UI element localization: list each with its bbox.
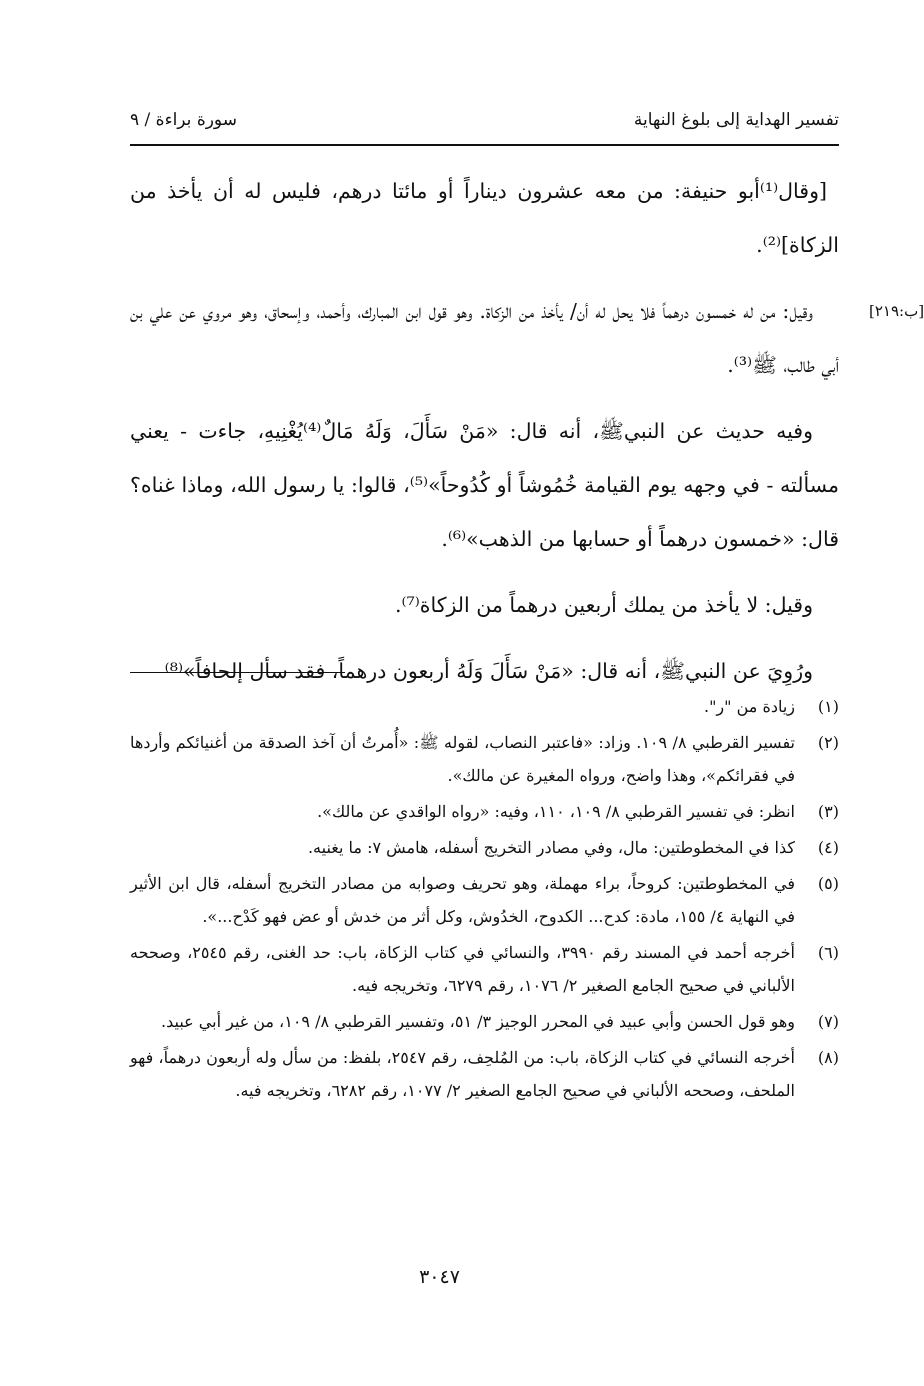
- page-number: ٣٠٤٧: [419, 1266, 460, 1288]
- footnote-number: (٨): [817, 1048, 839, 1067]
- footnote-text: في المخطوطتين: كروحاً، براء مهملة، وهو تحريف وصوابه من مصادر التخريج أسفله، قال ابن الأثير في النهاية ٤/ ١٥٥، مادة: كدح... الكدوح، الخدُوش، وكل أثر من خدش أو عض فهو كَدْح...».: [130, 874, 795, 926]
- footnote-number: (٥): [817, 874, 839, 893]
- footnote-number: (٢): [817, 733, 839, 752]
- surah-label: سورة براءة / ٩: [130, 110, 237, 130]
- footnote-8: [130, 1041, 839, 1107]
- footnote-text: زيادة من "ر".: [703, 697, 795, 716]
- footnote-number: (٤): [817, 838, 839, 857]
- footnote-3: [130, 795, 839, 828]
- footnote-number: (٣): [817, 802, 839, 821]
- footnote-2: [130, 726, 839, 792]
- footnote-text: وهو قول الحسن وأبي عبيد في المحرر الوجيز ٣/ ٥١، وتفسير القرطبي ٨/ ١٠٩، من غير أبي عبيد.: [161, 1012, 795, 1031]
- paragraph-3: وفيه حديث عن النبيﷺ، أنه قال: «مَنْ سَأَلَ، وَلَهُ مَالٌ⁽⁴⁾يُغْنِيهِ، جاءت - يعني مسألته - في وجهه يوم القيامة خُمُوشاً أو كُدُوحاً»⁽⁵⁾، قالوا: يا رسول الله، وماذا غناه؟ قال: «خمسون درهماً أو حسابها من الذهب»⁽⁶⁾.: [130, 419, 839, 551]
- margin-reference: [ب:٢١٩]: [869, 302, 924, 320]
- footnote-number: (١): [817, 697, 839, 716]
- paragraph-1: [وقال⁽¹⁾أبو حنيفة: من معه عشرون ديناراً أو مائتا درهم، فليس له أن يأخذ من الزكاة]⁽²⁾.: [130, 179, 839, 257]
- main-text: [130, 164, 924, 710]
- footnote-text: كذا في المخطوطتين: مال، وفي مصادر التخريج أسفله، هامش ٧: ما يغنيه.: [307, 838, 795, 857]
- footnote-6: [130, 936, 839, 1002]
- footnote-number: (٦): [817, 943, 839, 962]
- footnote-separator: [130, 672, 345, 673]
- footnote-text: انظر: في تفسير القرطبي ٨/ ١٠٩، ١١٠، وفيه: «رواه الواقدي عن مالك».: [317, 802, 795, 821]
- running-header: [130, 96, 839, 146]
- footnote-text: أخرجه النسائي في كتاب الزكاة، باب: من المُلحِف، رقم ٢٥٤٧، بلفظ: من سأل وله أربعون درهماً، فهو الملحف، وصححه الألباني في صحيح الجامع الصغير ٢/ ١٠٧٧، رقم ٦٢٨٢، وتخريجه فيه.: [130, 1048, 795, 1100]
- book-title: تفسير الهداية إلى بلوغ النهاية: [633, 110, 839, 130]
- paragraph-4: وقيل: لا يأخذ من يملك أربعين درهماً من الزكاة⁽⁷⁾.: [394, 593, 813, 617]
- footnote-5: [130, 867, 839, 933]
- paragraph-5: ورُوِيَ عن النبيﷺ، أنه قال: «مَنْ سَأَلَ وَلَهُ أربعون درهماً، فقد سأل إلحافاً»⁽⁸⁾: [164, 659, 813, 683]
- footnotes: [130, 690, 839, 1110]
- paragraph-2: وقيل: من له خمسون درهماً فلا يحل له أن/ يأخذ من الزكاة. وهو قول ابن المبارك، وأحمد، وإسحاق، وهو مروي عن علي بن أبي طالب، ﷺ⁽³⁾.: [130, 299, 839, 377]
- footnote-1: [130, 690, 839, 723]
- footnote-4: [130, 831, 839, 864]
- footnote-7: [130, 1005, 839, 1038]
- footnote-text: أخرجه أحمد في المسند رقم ٣٩٩٠، والنسائي في كتاب الزكاة، باب: حد الغنى، رقم ٢٥٤٥، وصححه الألباني في صحيح الجامع الصغير ٢/ ١٠٧٦، رقم ٦٢٧٩، وتخريجه فيه.: [130, 943, 795, 995]
- footnote-number: (٧): [817, 1012, 839, 1031]
- footnote-text: تفسير القرطبي ٨/ ١٠٩. وزاد: «فاعتبر النصاب، لقوله ﷺ: «أُمرتُ أن آخذ الصدقة من أغنيائكم وأردها في فقرائكم»، وهذا واضح، ورواه المغيرة عن مالك».: [130, 733, 796, 785]
